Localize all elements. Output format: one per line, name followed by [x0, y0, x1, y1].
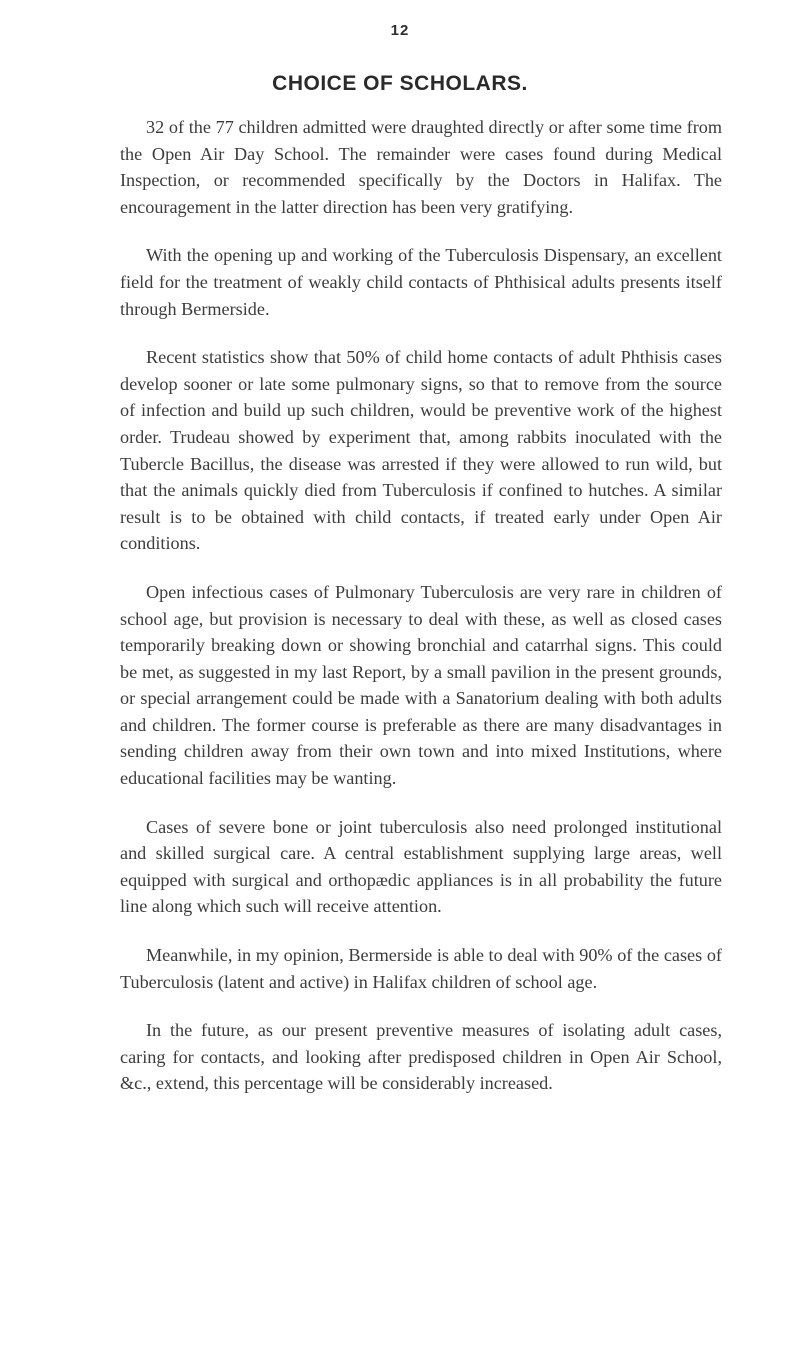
paragraph-meanwhile: Meanwhile, in my opinion, Bermerside is able to deal with 90% of the cases of Tuberculosis (latent and active) in Halifax children of school age. [120, 945, 722, 992]
body-text [120, 114, 722, 1119]
paragraph-recent-statistics: Recent statistics show that 50% of child home contacts of adult Phthisis cases develop sooner or late some pulmonary signs, so that to remove from the source of infection and build up such children, would be preventive work of the highest order. Trudeau showed by experiment that, among rabbits inoculated with the Tubercle Bacillus, the disease was arrested if they were allowed to run wild, but that the animals quickly died from Tuberculosis if confined to hutches. A similar result is to be obtained with child contacts, if treated early under Open Air conditions. [120, 347, 722, 554]
paragraph-future: In the future, as our present preventive measures of isolating adult cases, caring for contacts, and looking after predisposed children in Open Air School, &c., extend, this percentage will be considerably increased. [120, 1020, 722, 1094]
page-number: 12 [390, 22, 410, 39]
page-title: CHOICE OF SCHOLARS. [272, 72, 528, 95]
paragraph-bone-joint-tuberculosis: Cases of severe bone or joint tuberculosis also need prolonged institutional and skilled surgical care. A central establishment supplying large areas, well equipped with surgical and orthopædic appliances is in all probability the future line along which such will receive attention. [120, 816, 722, 917]
paragraph-open-infectious-cases: Open infectious cases of Pulmonary Tuberculosis are very rare in children of school age, but provision is necessary to deal with these, as well as closed cases temporarily breaking down or showing bronchial and catarrhal signs. This could be met, as suggested in my last Report, by a small pavilion in the present grounds, or special arrangement could be made with a Sanatorium dealing with both adults and children. The former course is preferable as there are many disadvantages in sending children away from their own town and into mixed Institutions, where educational facilities may be wanting. [120, 581, 722, 789]
paragraph-tuberculosis-dispensary: With the opening up and working of the Tuberculosis Dispensary, an excellent field for the treatment of weakly child contacts of Phthisical adults presents itself through Bermerside. [120, 245, 722, 319]
paragraph-draughted-children: 32 of the 77 children admitted were draughted directly or after some time from the Open Air Day School. The remainder were cases found during Medical Inspection, or recommended specifically by the Doctors in Halifax. The encouragement in the latter direction has been very gratifying. [120, 117, 722, 217]
